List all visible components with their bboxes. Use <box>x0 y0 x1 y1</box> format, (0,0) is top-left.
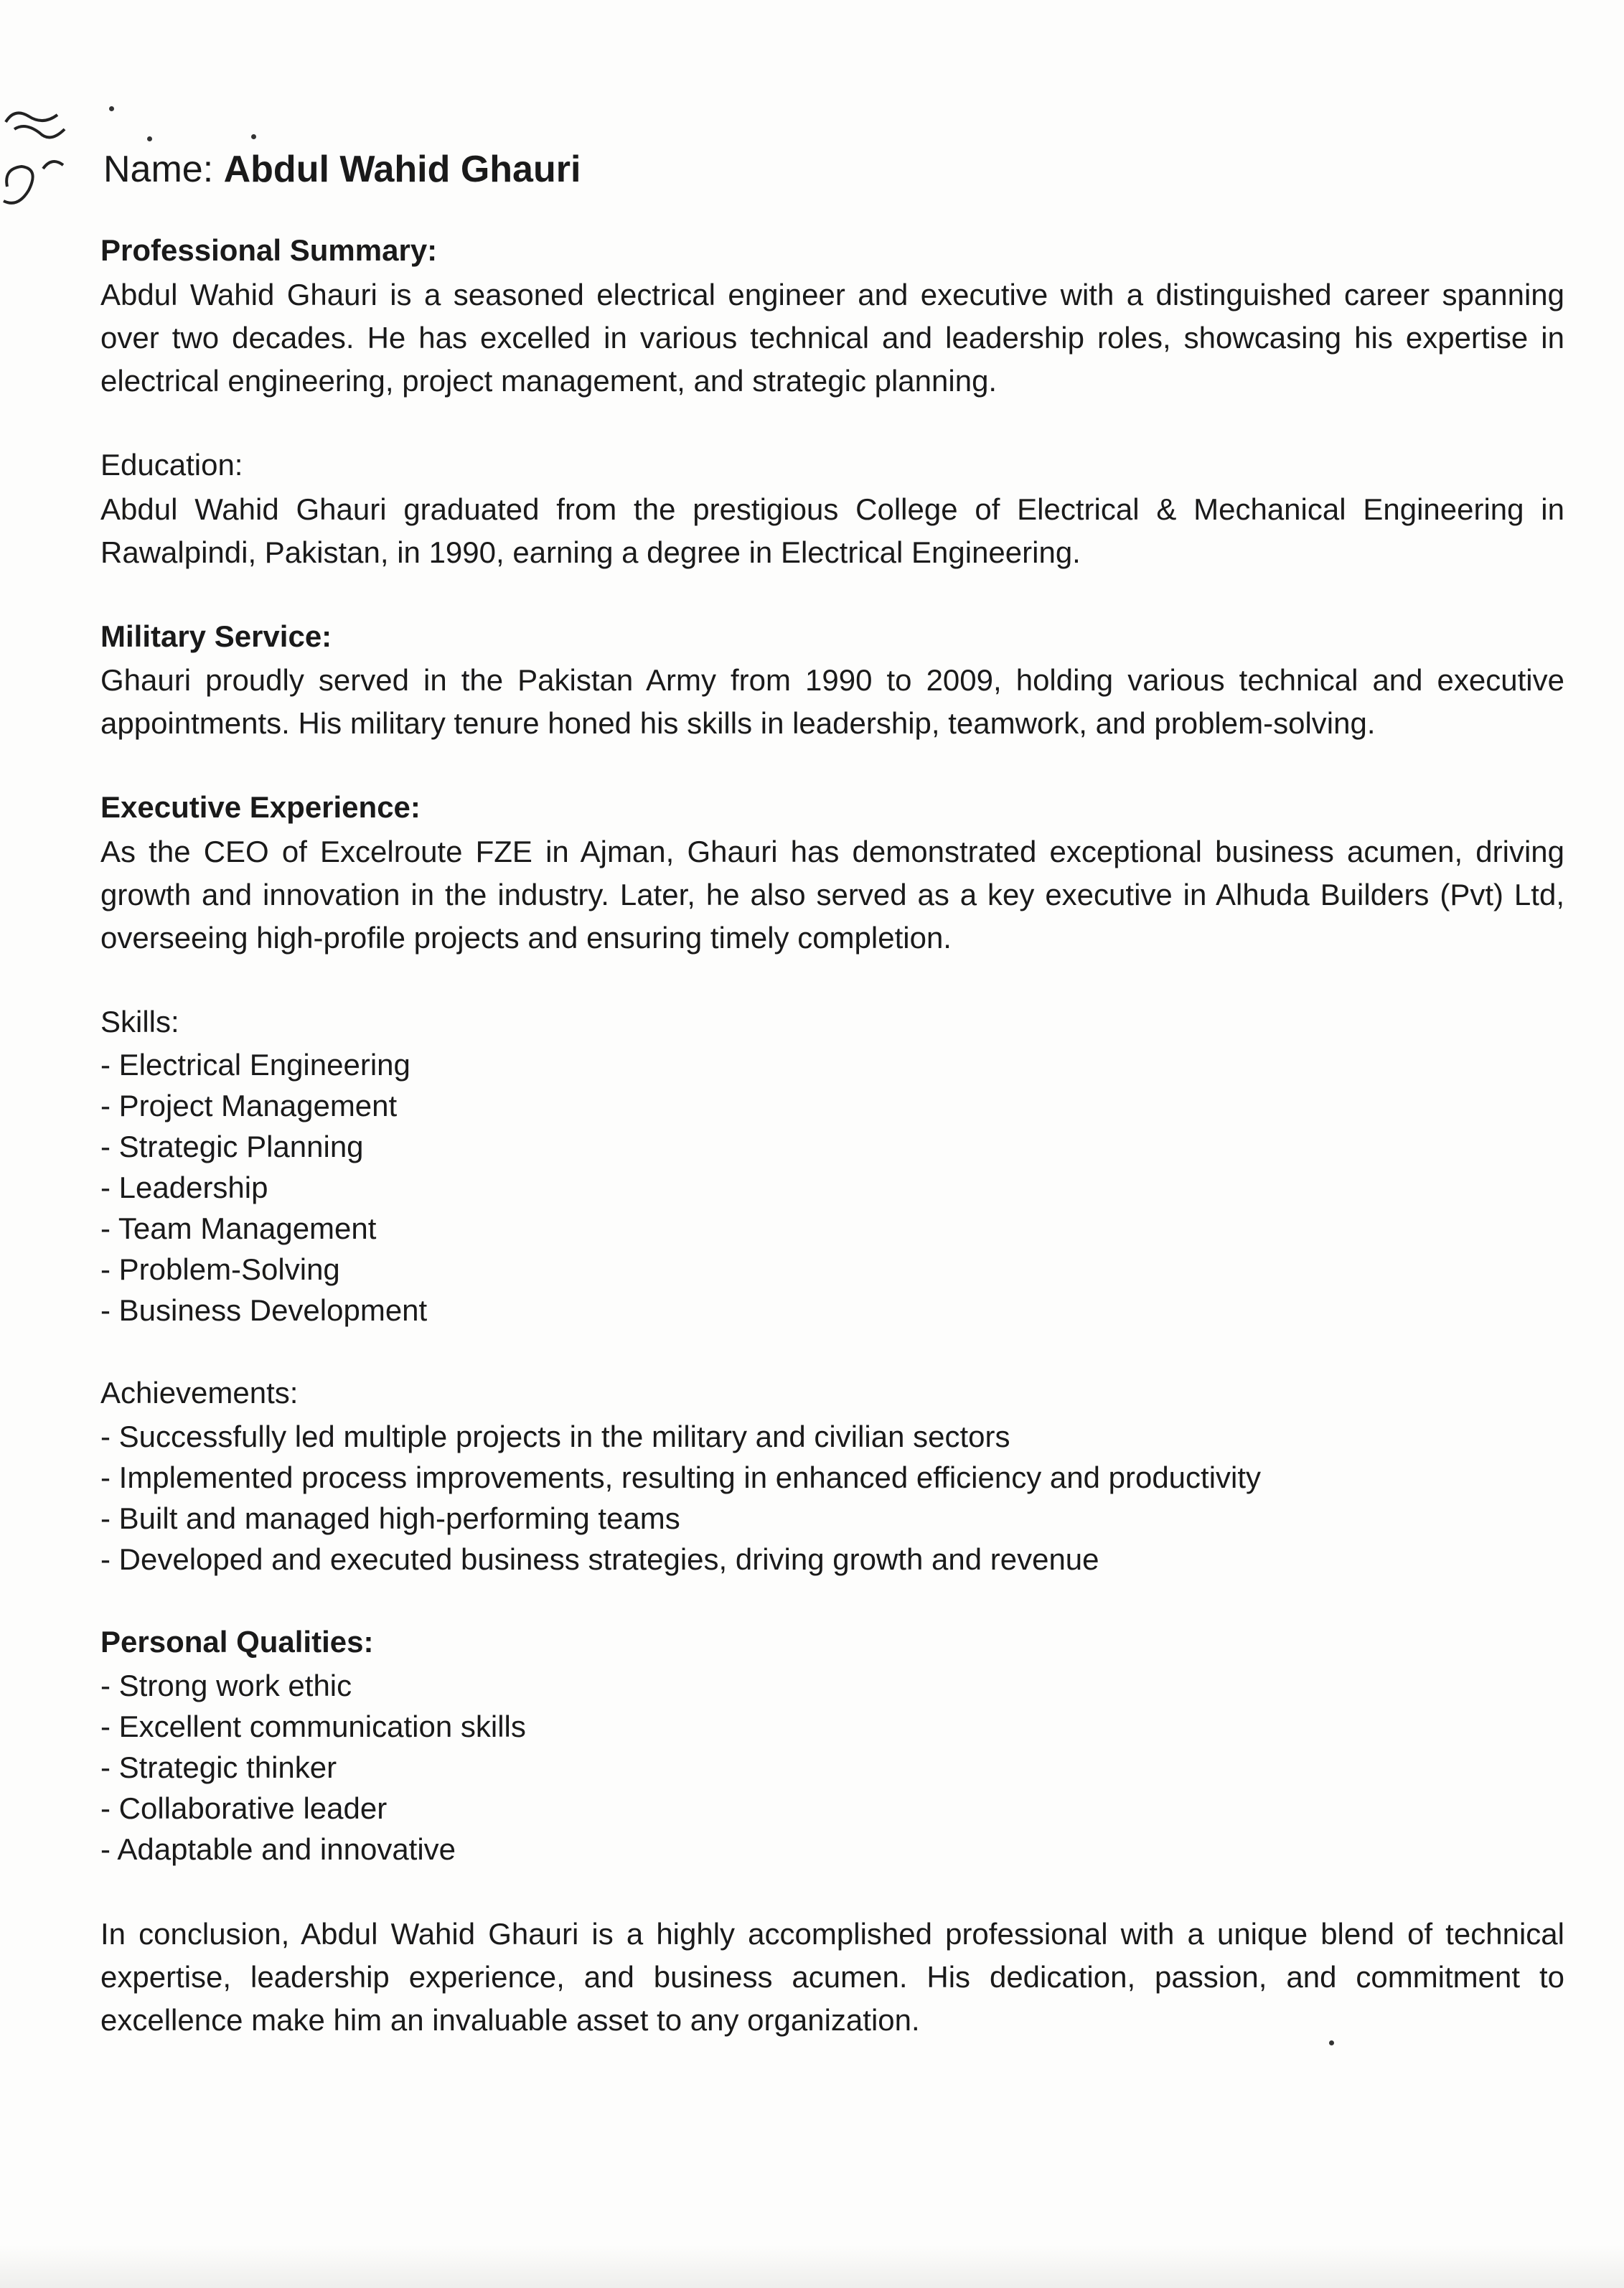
list-item: - Strong work ethic <box>100 1665 1564 1706</box>
section-heading: Professional Summary: <box>100 233 438 268</box>
section-paragraph: Abdul Wahid Ghauri is a seasoned electrical engineer and executive with a distinguished career spanning over two decades. He has excelled in various technical and leadership roles, showcasing his expertise in electrical engineering, project management, and strategic planning. <box>100 277 1564 398</box>
section-skills <box>100 1003 1564 1331</box>
list-item: - Strategic thinker <box>100 1747 1564 1788</box>
section-paragraph: Abdul Wahid Ghauri graduated from the prestigious College of Electrical & Mechanical Engineering in Rawalpindi, Pakistan, in 1990, earning a degree in Electrical Engineering. <box>100 492 1564 569</box>
list-item: - Excellent communication skills <box>100 1706 1564 1747</box>
list-item: - Team Management <box>100 1208 1564 1249</box>
list-item: - Problem-Solving <box>100 1249 1564 1290</box>
section-executive-experience <box>100 788 1564 960</box>
stray-mark <box>147 136 152 141</box>
name-line <box>103 147 1564 192</box>
qualities-list <box>100 1665 1564 1870</box>
section-heading: Skills: <box>100 1004 179 1038</box>
section-professional-summary <box>100 231 1564 403</box>
handwritten-margin-mark <box>0 100 79 230</box>
stray-mark <box>251 134 256 139</box>
section-personal-qualities <box>100 1623 1564 1870</box>
skills-list <box>100 1044 1564 1331</box>
resume-document <box>100 147 1564 2042</box>
conclusion-paragraph: In conclusion, Abdul Wahid Ghauri is a highly accomplished professional with a unique blend of technical expertise, leadership experience, and business acumen. His dedication, passion, and commitment to excellence make him an invaluable asset to any organization. <box>100 1916 1564 2037</box>
list-item: - Business Development <box>100 1290 1564 1331</box>
name-label: Name: <box>103 149 214 190</box>
section-paragraph: As the CEO of Excelroute FZE in Ajman, Ghauri has demonstrated exceptional business acumen, driving growth and innovation in the industry. Later, he also served as a key executive in Alhuda Builders (Pvt) Ltd, overseeing high-profile projects and ensuring timely completion. <box>100 834 1564 955</box>
section-heading: Executive Experience: <box>100 790 421 825</box>
section-heading: Education: <box>100 447 243 482</box>
achievements-list <box>100 1416 1564 1580</box>
section-achievements <box>100 1374 1564 1580</box>
section-heading: Achievements: <box>100 1376 299 1410</box>
list-item: - Strategic Planning <box>100 1126 1564 1167</box>
stray-mark <box>109 106 114 111</box>
list-item: - Adaptable and innovative <box>100 1829 1564 1870</box>
list-item: - Implemented process improvements, resulting in enhanced efficiency and productivity <box>100 1457 1564 1498</box>
section-education <box>100 446 1564 574</box>
list-item: - Built and managed high-performing teams <box>100 1498 1564 1539</box>
list-item: - Successfully led multiple projects in the military and civilian sectors <box>100 1416 1564 1457</box>
section-heading: Personal Qualities: <box>100 1624 374 1659</box>
section-heading: Military Service: <box>100 619 332 653</box>
list-item: - Developed and executed business strategies, driving growth and revenue <box>100 1539 1564 1580</box>
list-item: - Collaborative leader <box>100 1788 1564 1829</box>
list-item: - Electrical Engineering <box>100 1044 1564 1085</box>
section-military-service <box>100 617 1564 746</box>
section-paragraph: Ghauri proudly served in the Pakistan Army from 1990 to 2009, holding various technical and executive appointments. His military tenure honed his skills in leadership, teamwork, and problem-solving. <box>100 663 1564 741</box>
list-item: - Leadership <box>100 1167 1564 1208</box>
scan-edge-shading <box>0 2245 1624 2288</box>
list-item: - Project Management <box>100 1085 1564 1126</box>
name-value: Abdul Wahid Ghauri <box>223 149 581 190</box>
